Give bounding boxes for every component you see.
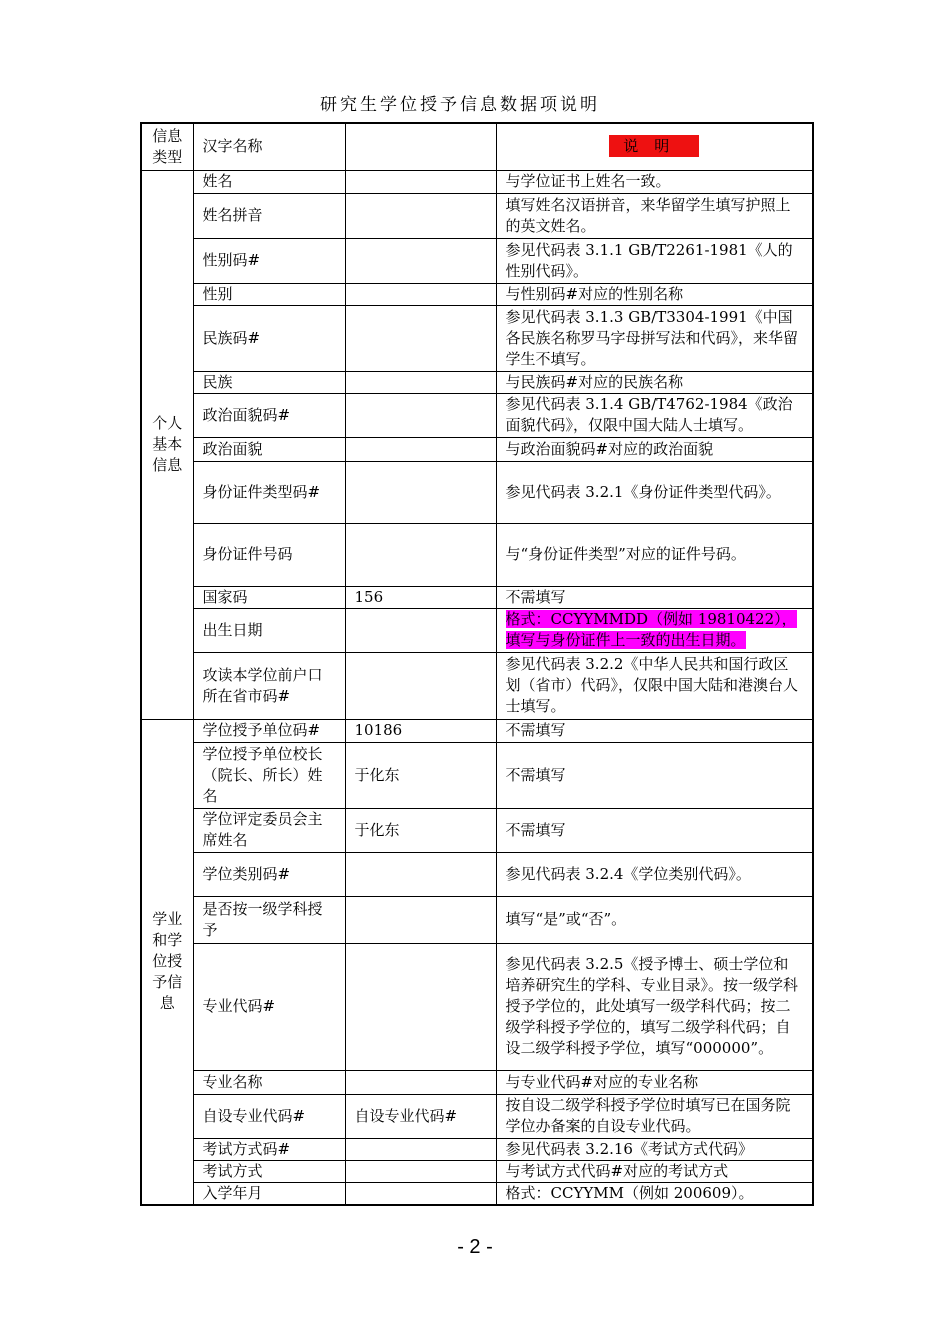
field-name: 出生日期	[193, 608, 345, 652]
field-value	[345, 461, 496, 523]
table-row	[141, 1094, 813, 1138]
field-value	[345, 437, 496, 461]
table-row	[141, 1182, 813, 1205]
field-desc	[496, 393, 813, 437]
table-row	[141, 1160, 813, 1182]
table-row	[141, 283, 813, 305]
field-desc	[496, 1138, 813, 1160]
table-row	[141, 652, 813, 719]
field-desc	[496, 238, 813, 283]
header-desc	[496, 123, 813, 170]
table-row	[141, 305, 813, 371]
field-desc	[496, 896, 813, 943]
field-desc	[496, 193, 813, 238]
page-title: 研究生学位授予信息数据项说明	[320, 95, 600, 115]
field-desc	[496, 283, 813, 305]
field-desc-text: 不需填写	[505, 721, 566, 739]
page-number: - 2 -	[457, 1236, 493, 1258]
field-desc	[496, 719, 813, 742]
header-type: 信息类型	[141, 123, 193, 170]
field-desc	[496, 1160, 813, 1182]
field-value	[345, 193, 496, 238]
field-desc-text: 参见代码表 3.2.16《考试方式代码》	[505, 1139, 753, 1158]
header-name: 汉字名称	[193, 123, 345, 170]
field-desc	[496, 170, 813, 193]
field-desc	[496, 852, 813, 896]
field-name: 民族码#	[193, 305, 345, 371]
field-desc-text: 不需填写	[505, 820, 566, 839]
field-desc-text: 与政治面貌码#对应的政治面貌	[505, 439, 714, 458]
field-name: 学位评定委员会主席姓名	[193, 808, 345, 852]
field-name: 学位授予单位校长（院长、所长）姓名	[193, 742, 345, 808]
field-desc-text: 按自设二级学科授予学位时填写已在国务院学位办备案的自设专业代码。	[505, 1096, 791, 1135]
group-label: 个人基本信息	[141, 170, 193, 719]
field-desc-text: 与性别码#对应的性别名称	[505, 284, 684, 303]
field-value: 自设专业代码#	[345, 1094, 496, 1138]
field-value	[345, 238, 496, 283]
field-value	[345, 393, 496, 437]
field-name: 性别码#	[193, 238, 345, 283]
field-value: 于化东	[345, 742, 496, 808]
field-name: 是否按一级学科授予	[193, 896, 345, 943]
table-row	[141, 371, 813, 393]
field-name: 民族	[193, 371, 345, 393]
field-value	[345, 1160, 496, 1182]
table-row	[141, 437, 813, 461]
field-desc-text: 参见代码表 3.1.4 GB/T4762-1984《政治面貌代码》，仅限中国大陆人士填写。	[505, 395, 793, 434]
field-desc	[496, 1070, 813, 1094]
field-desc-text: 填写姓名汉语拼音，来华留学生填写护照上的英文姓名。	[505, 195, 791, 235]
field-name: 政治面貌码#	[193, 393, 345, 437]
info-table	[140, 122, 814, 1206]
field-value	[345, 170, 496, 193]
table-row	[141, 719, 813, 742]
table-row	[141, 1138, 813, 1160]
field-desc	[496, 523, 813, 586]
field-desc-text: 与“身份证件类型”对应的证件号码。	[505, 545, 746, 563]
field-value	[345, 283, 496, 305]
field-name: 专业代码#	[193, 943, 345, 1070]
field-desc-text: 参见代码表 3.1.3 GB/T3304-1991《中国各民族名称罗马字母拼写法和代码》，来华留学生不填写。	[505, 307, 799, 368]
field-name: 学位类别码#	[193, 852, 345, 896]
field-desc-text: 参见代码表 3.2.5《授予博士、硕士学位和培养研究生的学科、专业目录》。按一级学科授予学位的，此处填写一级学科代码；按二级学科授予学位的，填写二级学科代码；自设二级学科授予学位，填写“000000”。	[505, 955, 799, 1057]
field-value	[345, 652, 496, 719]
field-desc-text: 参见代码表 3.2.1《身份证件类型代码》。	[505, 482, 781, 501]
field-value	[345, 896, 496, 943]
field-name: 身份证件号码	[193, 523, 345, 586]
field-desc	[496, 461, 813, 523]
header-desc-label: 说明	[609, 135, 699, 157]
field-desc-text: 参见代码表 3.2.4《学位类别代码》。	[505, 864, 751, 883]
field-desc-text: 参见代码表 3.1.1 GB/T2261-1981《人的性别代码》。	[505, 240, 793, 280]
field-name: 学位授予单位码#	[193, 719, 345, 742]
field-desc-text: 参见代码表 3.2.2《中华人民共和国行政区划（省市）代码》，仅限中国大陆和港澳台人士填写。	[505, 655, 799, 715]
field-desc-text: 格式：CCYYMMDD（例如 19810422），填写与身份证件上一致的出生日期。	[505, 610, 797, 649]
field-desc	[496, 943, 813, 1070]
field-desc-text: 与考试方式代码#对应的考试方式	[505, 1161, 729, 1180]
field-value	[345, 1070, 496, 1094]
field-value	[345, 371, 496, 393]
table-row	[141, 742, 813, 808]
field-name: 考试方式码#	[193, 1138, 345, 1160]
field-desc	[496, 305, 813, 371]
table-row	[141, 461, 813, 523]
table-header-row	[141, 123, 813, 170]
field-desc	[496, 608, 813, 652]
field-desc	[496, 742, 813, 808]
field-value	[345, 852, 496, 896]
field-desc	[496, 586, 813, 608]
table-row	[141, 1070, 813, 1094]
field-desc	[496, 652, 813, 719]
table-row	[141, 193, 813, 238]
table-row	[141, 852, 813, 896]
field-value	[345, 608, 496, 652]
field-desc-text: 填写“是”或“否”。	[505, 910, 627, 928]
table-row	[141, 808, 813, 852]
field-name: 攻读本学位前户口所在省市码#	[193, 652, 345, 719]
table-row	[141, 943, 813, 1070]
field-value: 于化东	[345, 808, 496, 852]
field-name: 身份证件类型码#	[193, 461, 345, 523]
group-label: 学业和学位授予信息	[141, 719, 193, 1205]
field-name: 政治面貌	[193, 437, 345, 461]
field-name: 专业名称	[193, 1070, 345, 1094]
field-value: 156	[345, 586, 496, 608]
field-desc-text: 与专业代码#对应的专业名称	[505, 1072, 699, 1091]
field-name: 入学年月	[193, 1182, 345, 1205]
field-value	[345, 1138, 496, 1160]
table-row	[141, 523, 813, 586]
field-name: 性别	[193, 283, 345, 305]
field-desc	[496, 808, 813, 852]
field-desc	[496, 1094, 813, 1138]
table-row	[141, 896, 813, 943]
header-value	[345, 123, 496, 170]
field-name: 国家码	[193, 586, 345, 608]
table-row	[141, 608, 813, 652]
field-value: 10186	[345, 719, 496, 742]
table-row	[141, 586, 813, 608]
field-desc-text: 与学位证书上姓名一致。	[505, 172, 671, 190]
field-desc-text: 格式：CCYYMM（例如 200609）。	[505, 1183, 754, 1202]
table-row	[141, 170, 813, 193]
field-desc	[496, 371, 813, 393]
field-desc-text: 不需填写	[505, 765, 566, 784]
table-row	[141, 393, 813, 437]
field-desc	[496, 437, 813, 461]
field-value	[345, 1182, 496, 1205]
field-name: 考试方式	[193, 1160, 345, 1182]
field-desc-text: 不需填写	[505, 587, 566, 606]
field-value	[345, 523, 496, 586]
table-row	[141, 238, 813, 283]
field-desc-text: 与民族码#对应的民族名称	[505, 372, 684, 391]
field-name: 姓名拼音	[193, 193, 345, 238]
field-name: 姓名	[193, 170, 345, 193]
field-value	[345, 305, 496, 371]
field-name: 自设专业代码#	[193, 1094, 345, 1138]
field-value	[345, 943, 496, 1070]
field-desc	[496, 1182, 813, 1205]
